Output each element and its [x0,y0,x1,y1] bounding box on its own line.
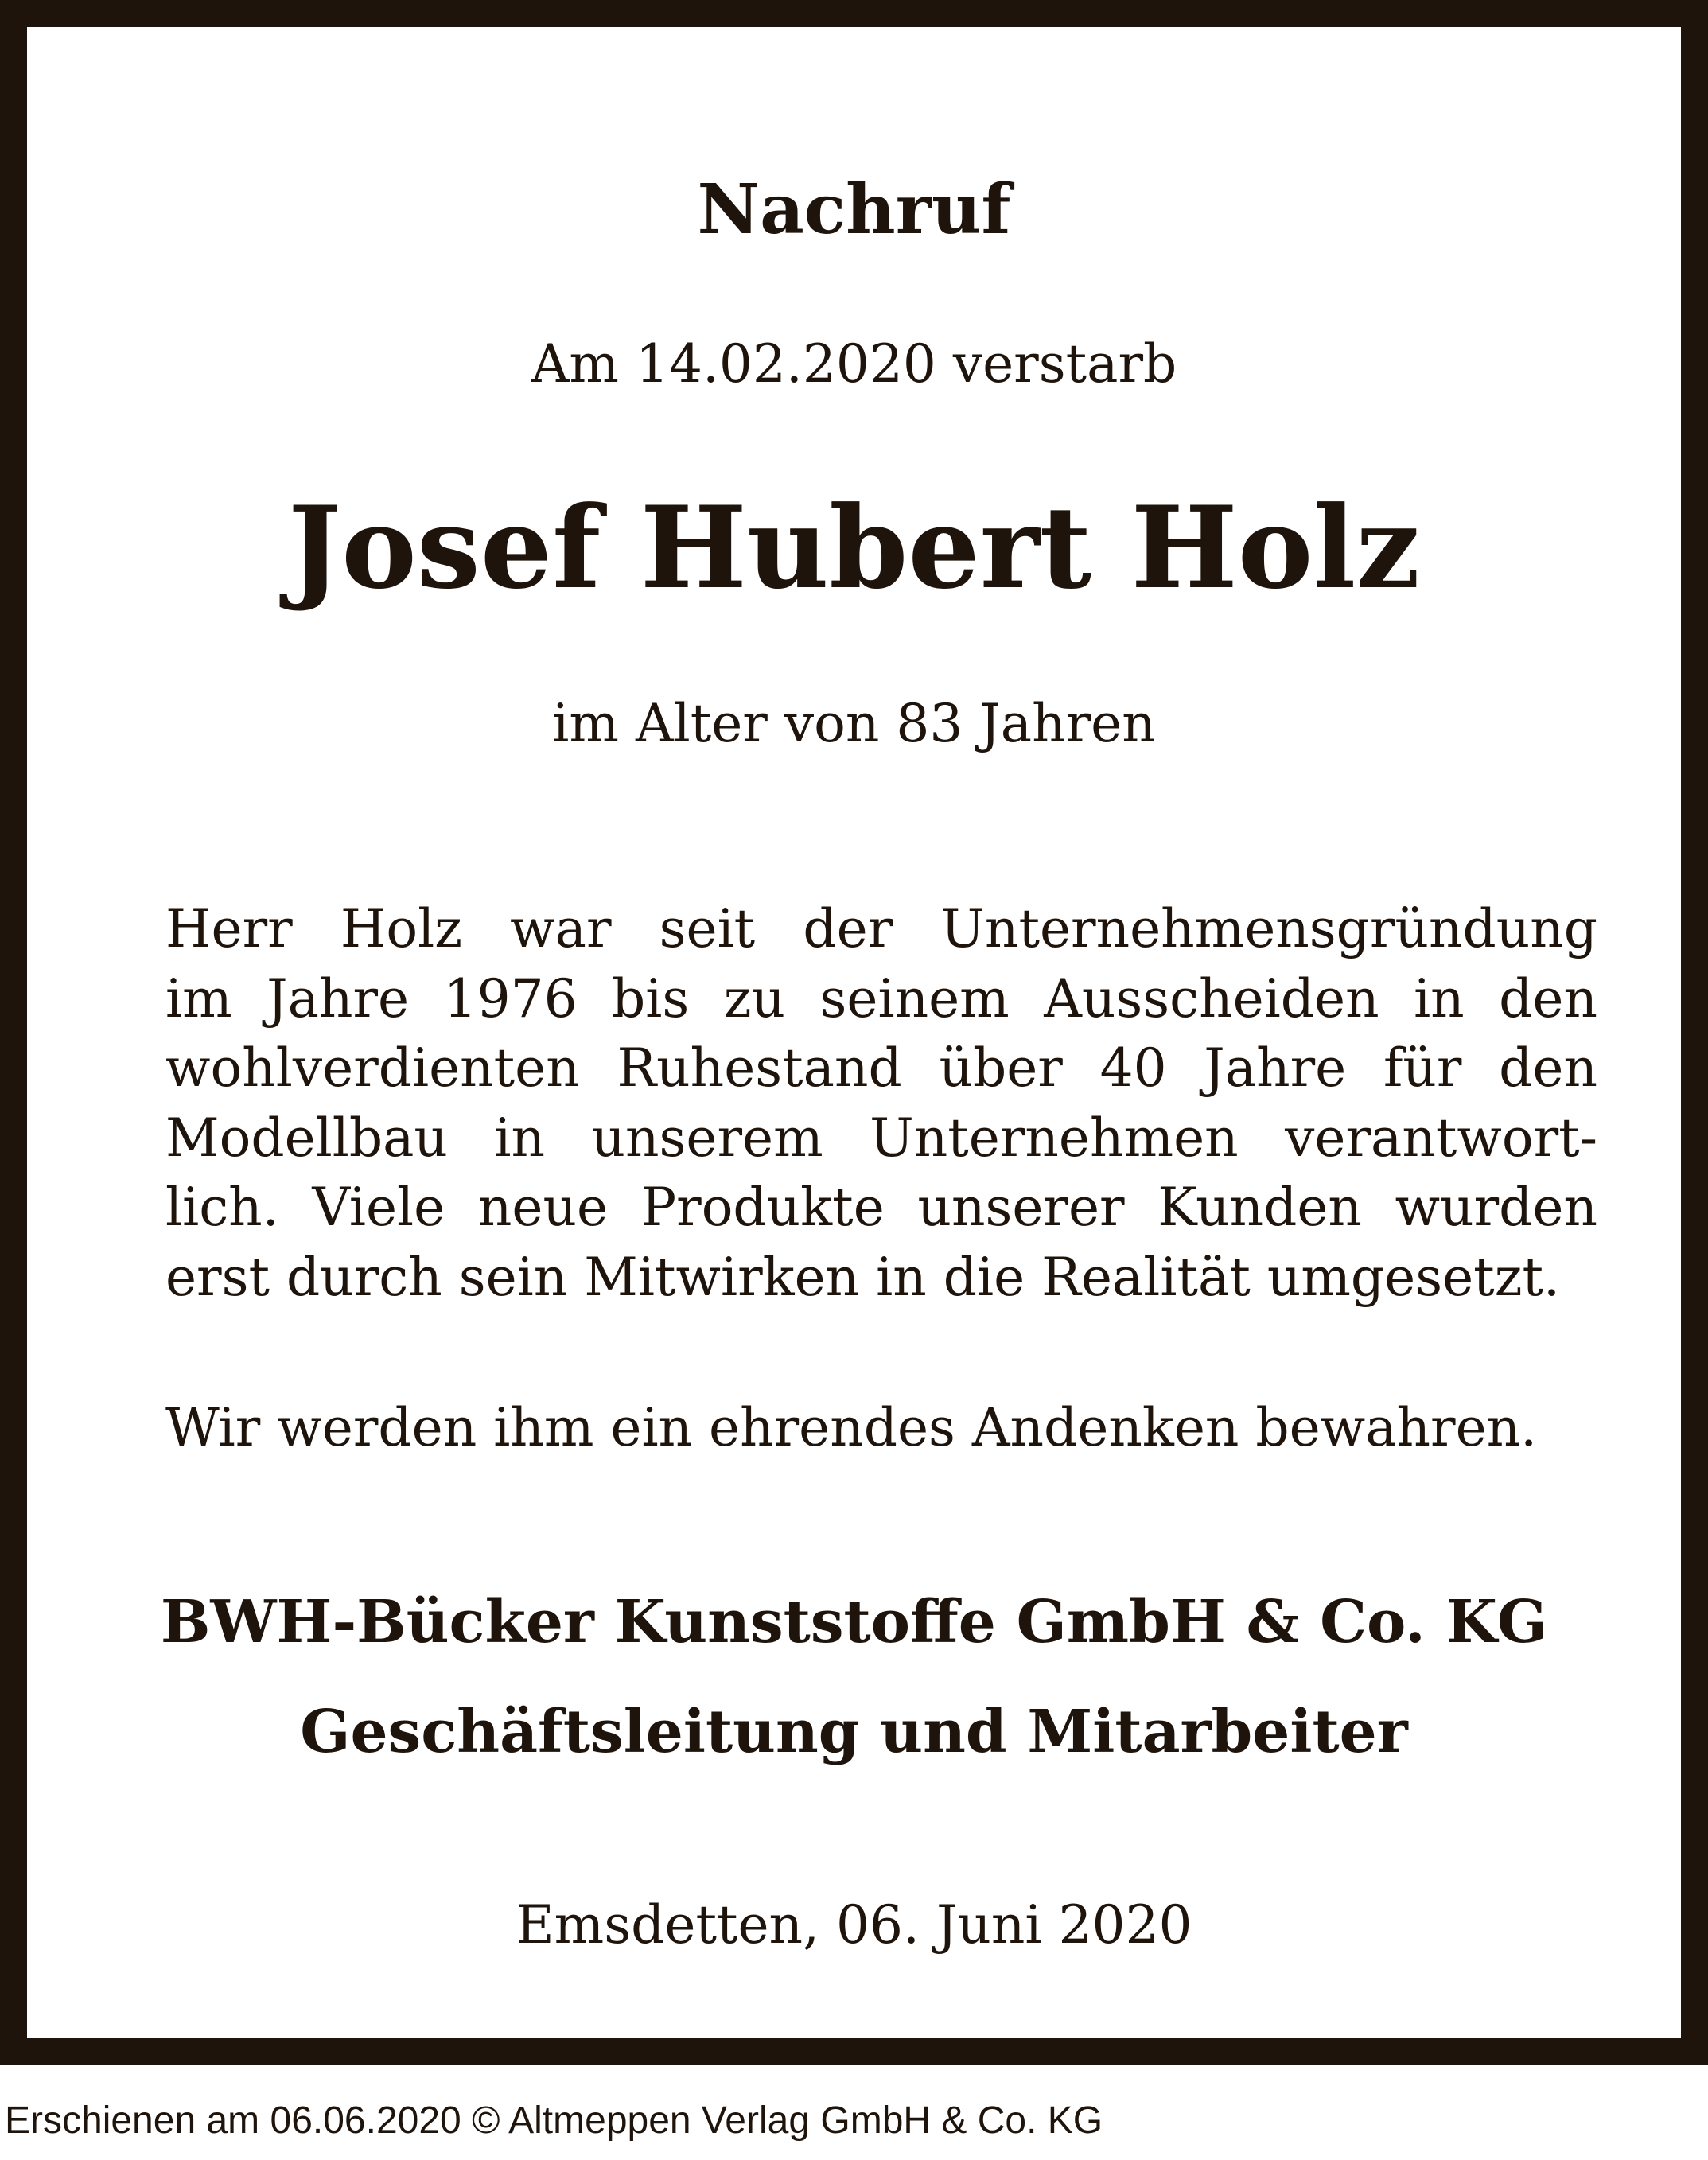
paragraph-line: erst durch sein Mitwirken in die Realität umgesetzt. [165,1246,1560,1308]
paragraph-line: lich. Viele neue Produkte unserer Kunden wurden [165,1177,1597,1239]
publication-footer: Erschienen am 06.06.2020 © Altmeppen Verlag GmbH & Co. KG [5,2100,1103,2142]
closing-line: Wir werden ihm ein ehrendes Andenken bewahren. [165,1397,1538,1458]
notice-heading: Nachruf [697,169,1011,250]
age-line: im Alter von 83 Jahren [552,693,1156,754]
closing-sentence [165,1393,1597,1463]
paragraph-line: wohlverdienten Ruhestand über 40 Jahre für den [165,1037,1597,1099]
company-name: BWH-Bücker Kunststoffe GmbH & Co. KG [160,1588,1548,1656]
place-and-date: Emsdetten, 06. Juni 2020 [516,1894,1192,1956]
paragraph-line: Modellbau in unserem Unternehmen verantwort- [165,1107,1597,1169]
death-date-line: Am 14.02.2020 verstarb [531,333,1177,395]
paragraph-line: im Jahre 1976 bis zu seinem Ausscheiden in den [165,967,1597,1029]
tribute-paragraph [165,894,1597,1313]
paragraph-line: Herr Holz war seit der Unternehmensgründung [165,898,1597,959]
signatories: Geschäftsleitung und Mitarbeiter [300,1698,1408,1766]
deceased-name: Josef Hubert Holz [287,482,1421,614]
